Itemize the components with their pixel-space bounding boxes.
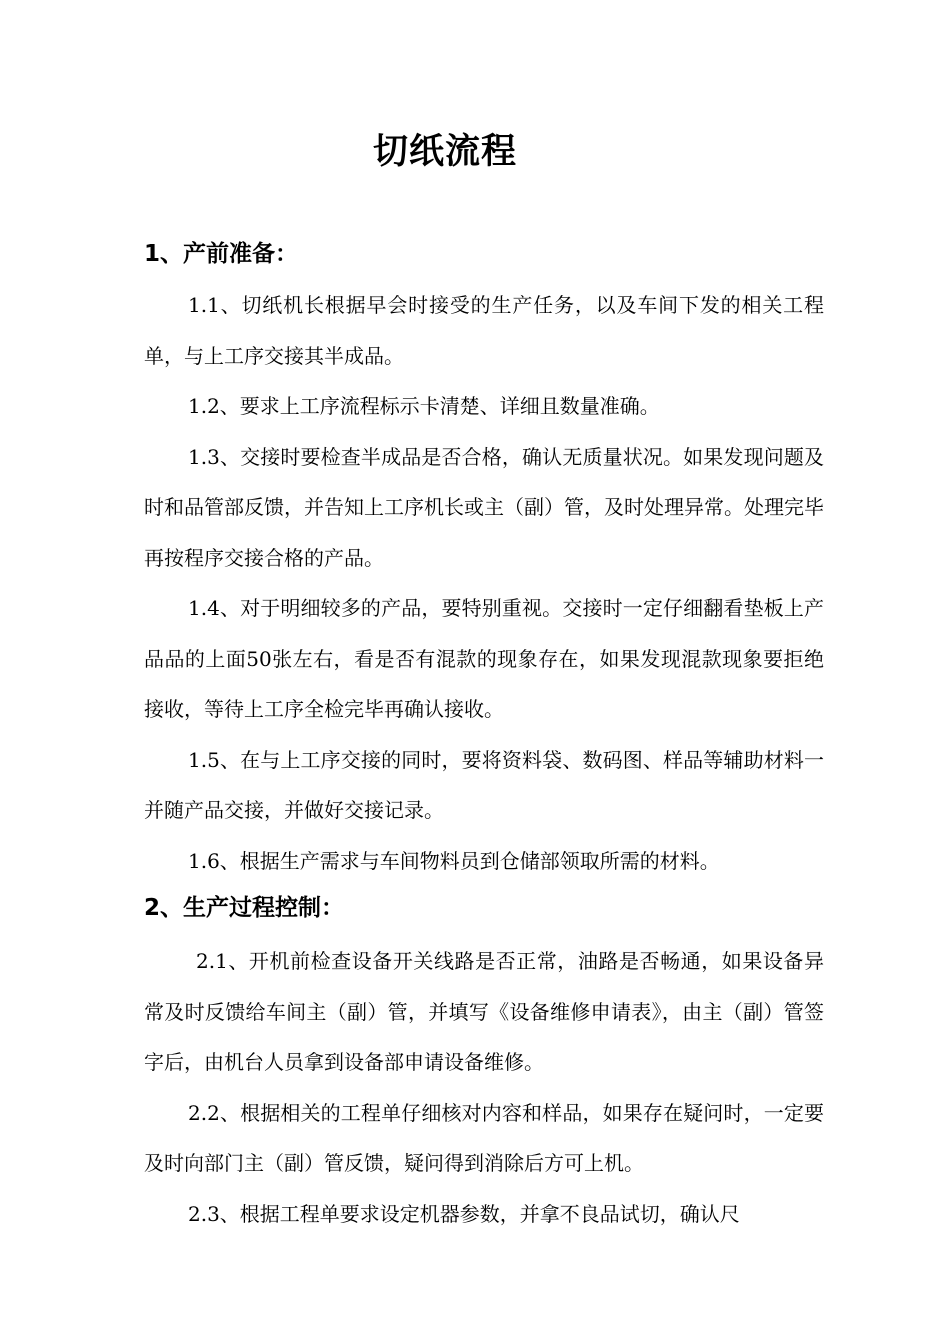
section-heading-preparation: 1、产前准备： (144, 241, 299, 267)
paragraph-1-1: 1.1、切纸机长根据早会时接受的生产任务，以及车间下发的相关工程单，与上工序交接其半成品。 (144, 293, 824, 368)
section-heading-process-control: 2、生产过程控制： (144, 895, 345, 921)
paragraph-2-2: 2.2、根据相关的工程单仔细核对内容和样品，如果存在疑问时，一定要及时向部门主（副）管反馈，疑问得到消除后方可上机。 (144, 1100, 824, 1175)
paragraph-1-2: 1.2、要求上工序流程标示卡清楚、详细且数量准确。 (188, 394, 660, 418)
paragraph-1-5: 1.5、在与上工序交接的同时，要将资料袋、数码图、样品等辅助材料一并随产品交接，并做好交接记录。 (144, 747, 824, 822)
paragraph-1-4: 1.4、对于明细较多的产品，要特别重视。交接时一定仔细翻看垫板上产品品的上面50张左右，看是否有混款的现象存在，如果发现混款现象要拒绝接收，等待上工序全检完毕再确认接收。 (144, 596, 824, 721)
document-title: 切纸流程 (372, 132, 517, 172)
document-body (144, 234, 824, 1239)
paragraph-1-3: 1.3、交接时要检查半成品是否合格，确认无质量状况。如果发现问题及时和品管部反馈，并告知上工序机长或主（副）管，及时处理异常。处理完毕再按程序交接合格的产品。 (144, 444, 824, 570)
paragraph-2-3: 2.3、根据工程单要求设定机器参数，并拿不良品试切，确认尺 (188, 1201, 740, 1226)
paragraph-2-1: 2.1、开机前检查设备开关线路是否正常，油路是否畅通，如果设备异常及时反馈给车间主（副）管，并填写《设备维修申请表》，由主（副）管签字后，由机台人员拿到设备部申请设备维修。 (144, 949, 824, 1074)
paragraph-1-6: 1.6、根据生产需求与车间物料员到仓储部领取所需的材料。 (188, 848, 720, 873)
